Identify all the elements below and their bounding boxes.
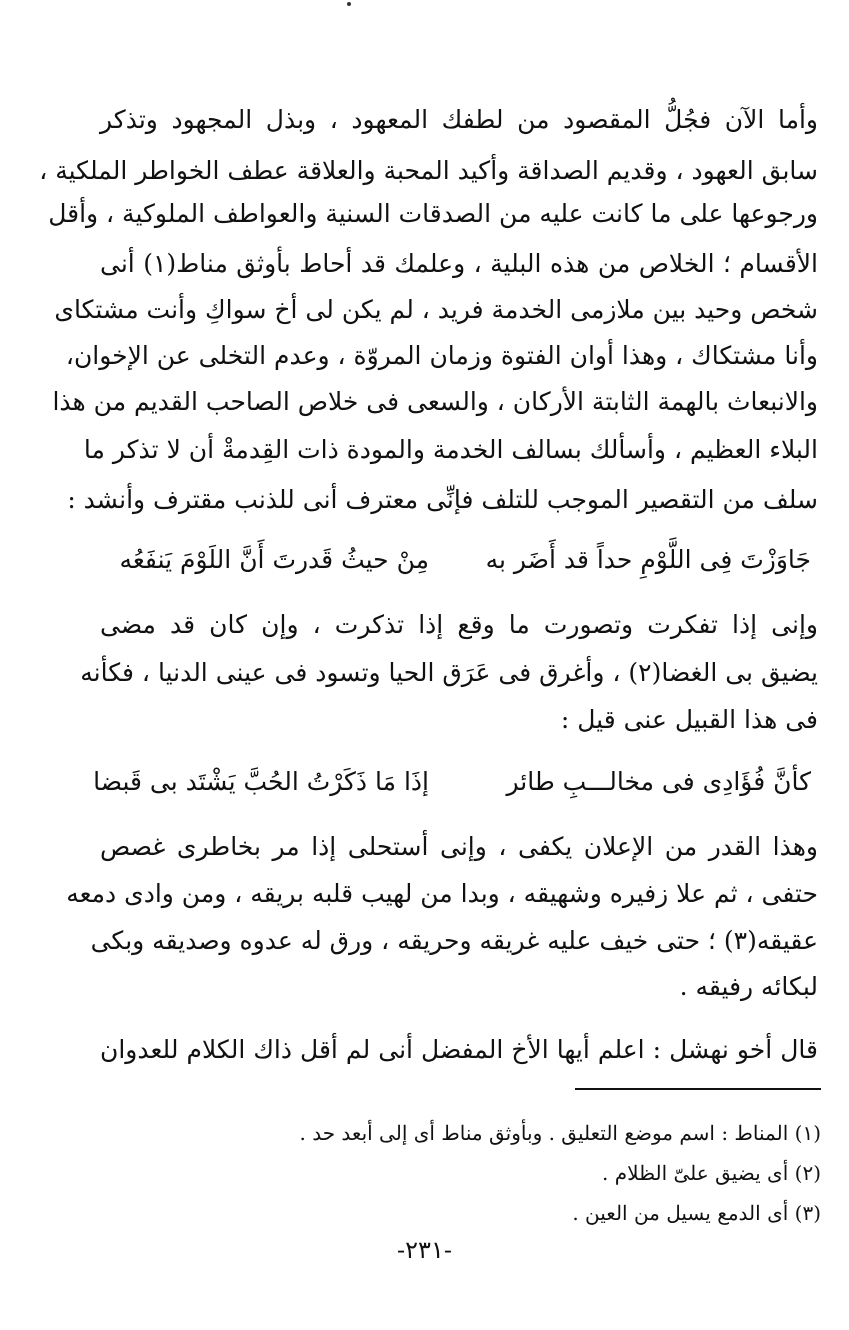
text-line: وإنى إذا تفكرت وتصورت ما وقع إذا تذكرت ، وإن كان قد مضى xyxy=(100,610,818,639)
verse-hemistich: مِنْ حيثُ قَدرتَ أَنَّ اللَوْمَ يَنفَعُه xyxy=(119,545,429,574)
footnote-separator xyxy=(575,1088,821,1090)
text-line: يضيق بى الغضا(٢) ، وأغرق فى عَرَق الحيا وتسود فى عينى الدنيا ، فكأنه xyxy=(80,658,818,687)
verse-hemistich: كأنَّ فُؤَادِى فى مخالـــبِ طائر xyxy=(506,767,811,796)
text-line: سابق العهود ، وقديم الصداقة وأكيد المحبة والعلاقة عطف الخواطر الملكية ، xyxy=(39,156,818,185)
text-line: وأنا مشتكاك ، وهذا أوان الفتوة وزمان المروّة ، وعدم التخلى عن الإخوان، xyxy=(65,341,818,370)
footnote: (١) المناط : اسم موضع التعليق . وبأوثق مناط أى إلى أبعد حد . xyxy=(299,1121,821,1145)
text-line: سلف من التقصير الموجب للتلف فإنِّى معترف أنى للذنب مقترف وأنشد : xyxy=(67,485,818,514)
text-line: قال أخو نهشل : اعلم أيها الأخ المفضل أنى لم أقل ذاك الكلام للعدوان xyxy=(100,1035,818,1064)
footnote: (٣) أى الدمع يسيل من العين . xyxy=(572,1201,821,1225)
text-line: البلاء العظيم ، وأسألك بسالف الخدمة والمودة ذات القِدمةْ أن لا تذكر ما xyxy=(83,435,818,464)
text-line: فى هذا القبيل عنى قيل : xyxy=(560,705,818,734)
scan-speck xyxy=(347,2,351,6)
text-line: الأقسام ؛ الخلاص من هذه البلية ، وعلمك قد أحاط بأوثق مناط(١) أنى xyxy=(100,249,818,278)
text-line: والانبعاث بالهمة الثابتة الأركان ، والسعى فى خلاص الصاحب القديم من هذا xyxy=(52,387,818,416)
text-line: وأما الآن فجُلُّ المقصود من لطفك المعهود ، وبذل المجهود وتذكر xyxy=(100,105,818,134)
footnote: (٢) أى يضيق علىّ الظلام . xyxy=(602,1161,821,1185)
text-line: وهذا القدر من الإعلان يكفى ، وإنى أستحلى إذا مر بخاطرى غصص xyxy=(100,832,818,861)
page-number: -٢٣١- xyxy=(397,1236,452,1264)
text-line: حتفى ، ثم علا زفيره وشهيقه ، وبدا من لهيب قلبه بريقه ، ومن وادى دمعه xyxy=(66,879,818,908)
text-line: شخص وحيد بين ملازمى الخدمة فريد ، لم يكن لى أخ سواكِ وأنت مشتكاى xyxy=(54,295,818,324)
verse-hemistich: جَاوَزْتَ فِى اللَّوْمِ حداً قد أَضَر به xyxy=(485,545,811,574)
text-line: ورجوعها على ما كانت عليه من الصدقات السنية والعواطف الملوكية ، وأقل xyxy=(48,199,818,228)
text-line: عقيقه(٣) ؛ حتى خيف عليه غريقه وحريقه ، ورق له عدوه وصديقه وبكى xyxy=(90,926,818,955)
text-line: لبكائه رفيقه . xyxy=(679,972,818,1001)
verse-hemistich: إذَا مَا ذَكَرْتُ الحُبَّ يَشْتَد بى قَبضا xyxy=(93,767,429,796)
